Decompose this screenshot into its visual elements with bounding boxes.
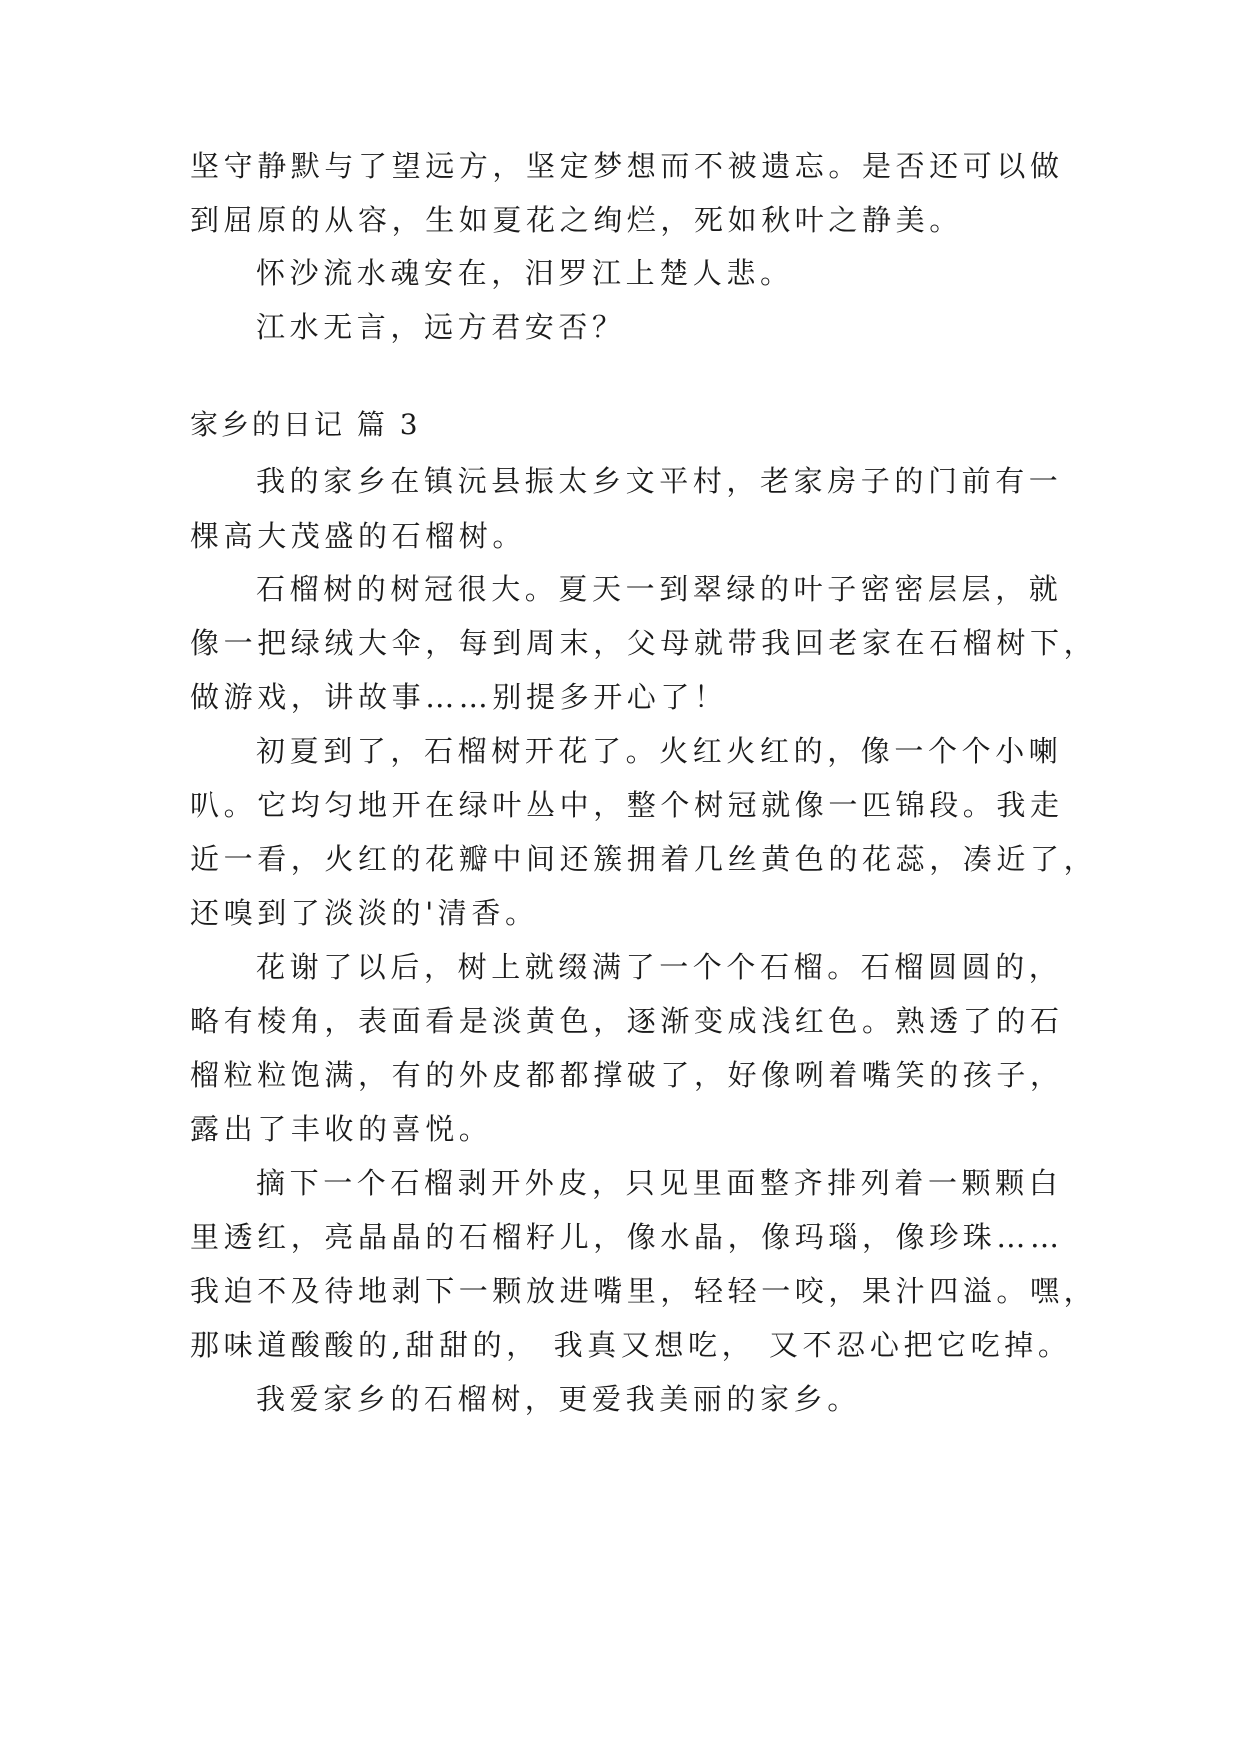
paragraph-line: 还嗅到了淡淡的'清香。 bbox=[190, 896, 539, 930]
paragraph-line: 我爱家乡的石榴树，更爱我美丽的家乡。 bbox=[256, 1382, 861, 1416]
paragraph-line: 露出了丰收的喜悦。 bbox=[190, 1112, 493, 1146]
paragraph-line: 我迫不及待地剥下一颗放进嘴里，轻轻一咬，果汁四溢。嘿， bbox=[190, 1274, 1098, 1308]
paragraph-line: 近一看，火红的花瓣中间还簇拥着几丝黄色的花蕊，凑近了， bbox=[190, 842, 1098, 876]
paragraph-line: 棵高大茂盛的石榴树。 bbox=[190, 519, 527, 553]
paragraph-line: 像一把绿绒大伞，每到周末，父母就带我回老家在石榴树下， bbox=[190, 626, 1098, 660]
paragraph-line: 花谢了以后，树上就缀满了一个个石榴。石榴圆圆的， bbox=[256, 950, 1063, 984]
paragraph-line: 石榴树的树冠很大。夏天一到翠绿的叶子密密层层，就 bbox=[256, 572, 1063, 606]
paragraph-line: 里透红，亮晶晶的石榴籽儿，像水晶，像玛瑙，像珍珠…… bbox=[190, 1220, 1064, 1254]
paragraph-line: 叭。它均匀地开在绿叶丛中，整个树冠就像一匹锦段。我走 bbox=[190, 788, 1064, 822]
paragraph-line: 怀沙流水魂安在，汨罗江上楚人悲。 bbox=[256, 256, 794, 290]
section-title: 家乡的日记 篇 3 bbox=[190, 408, 421, 441]
paragraph-line: 我的家乡在镇沅县振太乡文平村，老家房子的门前有一 bbox=[256, 464, 1063, 498]
paragraph-line: 略有棱角，表面看是淡黄色，逐渐变成浅红色。熟透了的石 bbox=[190, 1004, 1064, 1038]
paragraph-line: 那味道酸酸的,甜甜的， 我真又想吃， 又不忍心把它吃掉。 bbox=[190, 1328, 1072, 1362]
paragraph-line: 坚守静默与了望远方，坚定梦想而不被遗忘。是否还可以做 bbox=[190, 149, 1064, 183]
paragraph-line: 到屈原的从容，生如夏花之绚烂，死如秋叶之静美。 bbox=[190, 203, 963, 237]
paragraph-line: 榴粒粒饱满，有的外皮都都撑破了，好像咧着嘴笑的孩子， bbox=[190, 1058, 1064, 1092]
paragraph-line: 做游戏，讲故事……别提多开心了！ bbox=[190, 680, 728, 714]
paragraph-line: 江水无言，远方君安否？ bbox=[256, 310, 626, 344]
paragraph-line: 初夏到了，石榴树开花了。火红火红的，像一个个小喇 bbox=[256, 734, 1063, 768]
paragraph-line: 摘下一个石榴剥开外皮，只见里面整齐排列着一颗颗白 bbox=[256, 1166, 1063, 1200]
